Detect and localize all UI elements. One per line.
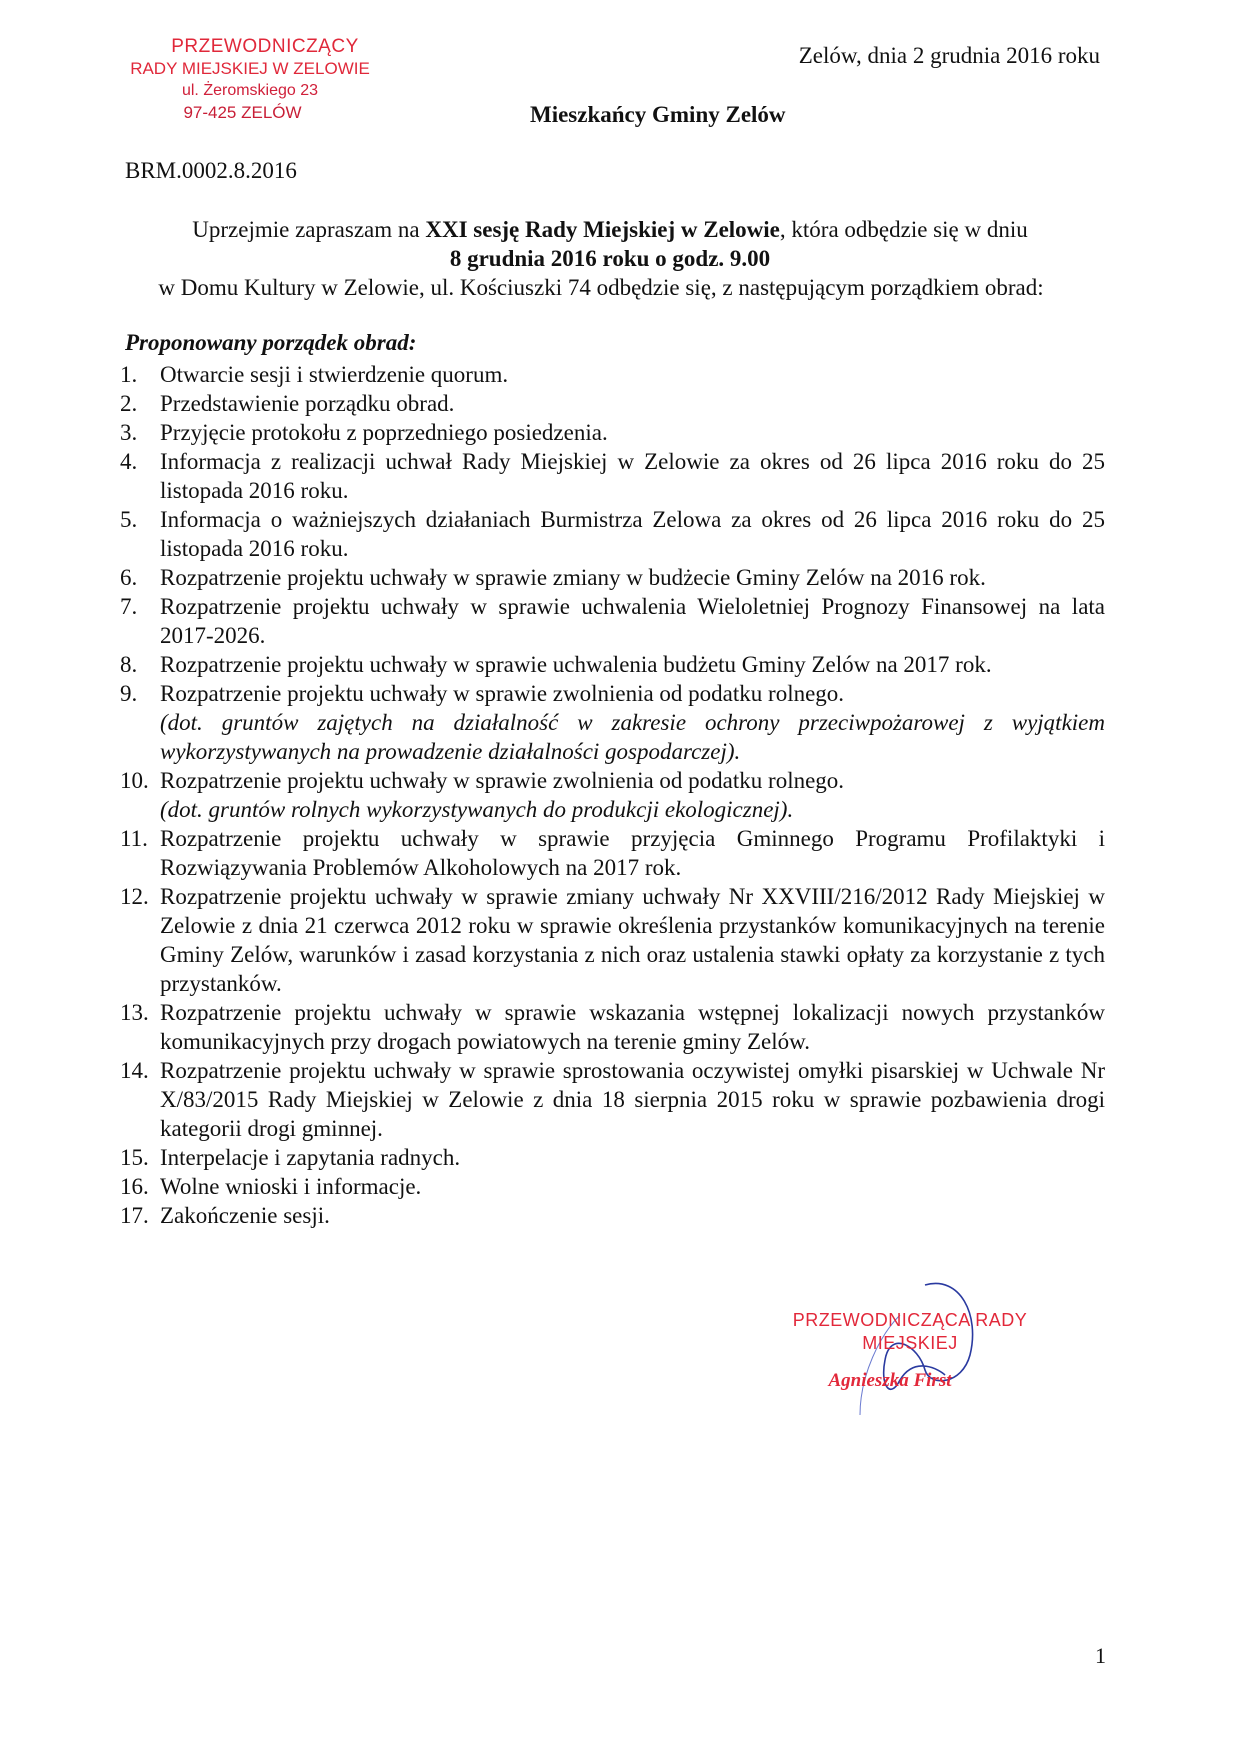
agenda-item <box>120 1143 1105 1172</box>
agenda-item-text: Rozpatrzenie projektu uchwały w sprawie sprostowania oczywistej omyłki pisarskiej w Uchwale Nr X/83/2015 Rady Miejskiej w Zelowie z dnia 18 sierpnia 2015 roku w sprawie pozbawienia drogi kategorii drogi gminnej. <box>160 1058 1105 1141</box>
agenda-item-text-wrap <box>160 1201 1105 1230</box>
agenda-item-number: 9. <box>120 681 138 706</box>
chairwoman-stamp <box>775 1310 1045 1392</box>
agenda-item-text-wrap <box>160 1143 1105 1172</box>
agenda-item-text: Informacja o ważniejszych działaniach Burmistrza Zelowa za okres od 26 lipca 2016 roku do 25 listopada 2016 roku. <box>160 507 1105 561</box>
agenda-item-number: 12. <box>120 884 149 909</box>
agenda-item-number: 8. <box>120 652 138 677</box>
agenda-item <box>120 1056 1105 1143</box>
invitation-text-2: , która odbędzie się w dniu <box>779 217 1028 242</box>
agenda-item-number: 3. <box>120 420 138 445</box>
agenda-title: Proponowany porządek obrad: <box>125 330 417 355</box>
agenda-item <box>120 1172 1105 1201</box>
agenda-item-text: Rozpatrzenie projektu uchwały w sprawie zmiany w budżecie Gminy Zelów na 2016 rok. <box>160 565 986 590</box>
agenda-item-number: 14. <box>120 1058 149 1083</box>
session-datetime <box>110 244 1110 273</box>
agenda-item-note: (dot. gruntów zajętych na działalność w zakresie ochrony przeciwpożarowej z wyjątkiem wykorzystywanych na prowadzenie działalności gospodarczej). <box>160 710 1105 764</box>
agenda-item-number: 6. <box>120 565 138 590</box>
agenda-item <box>120 998 1105 1056</box>
agenda-item-text: Rozpatrzenie projektu uchwały w sprawie uchwalenia budżetu Gminy Zelów na 2017 rok. <box>160 652 992 677</box>
agenda-item-text-wrap <box>160 998 1105 1056</box>
agenda-item-text: Interpelacje i zapytania radnych. <box>160 1145 461 1170</box>
agenda-item-text: Rozpatrzenie projektu uchwały w sprawie przyjęcia Gminnego Programu Profilaktyki i Rozwiązywania Problemów Alkoholowych na 2017 rok. <box>160 826 1105 880</box>
stamp-line-street: ul. Żeromskiego 23 <box>181 82 319 99</box>
agenda-item <box>120 360 1105 389</box>
agenda-item-text-wrap <box>160 389 1105 418</box>
session-location: w Domu Kultury w Zelowie, ul. Kościuszki 74 odbędzie się, z następującym porządkiem obrad: <box>158 275 1044 300</box>
agenda-item-text-wrap <box>160 1172 1105 1201</box>
agenda-list <box>120 360 1105 1230</box>
agenda-item-text-wrap <box>160 824 1105 882</box>
agenda-item-text: Rozpatrzenie projektu uchwały w sprawie uchwalenia Wieloletniej Prognozy Finansowej na lata 2017-2026. <box>160 594 1105 648</box>
agenda-item <box>120 592 1105 650</box>
invitation-text-1: Uprzejmie zapraszam na <box>192 217 426 242</box>
agenda-item-number: 13. <box>120 1000 149 1025</box>
agenda-item <box>120 882 1105 998</box>
agenda-item-text-wrap <box>160 418 1105 447</box>
office-stamp <box>120 36 390 124</box>
invitation-paragraph <box>110 215 1110 302</box>
agenda-item <box>120 447 1105 505</box>
agenda-item <box>120 766 1105 824</box>
session-datetime-text: 8 grudnia 2016 roku o godz. 9.00 <box>449 246 771 271</box>
agenda-item-number: 10. <box>120 768 149 793</box>
agenda-item-text-wrap <box>160 592 1105 650</box>
addressee: Mieszkańcy Gminy Zelów <box>530 102 786 127</box>
session-name: XXI sesję Rady Miejskiej w Zelowie <box>425 217 780 242</box>
agenda-item-number: 16. <box>120 1174 149 1199</box>
agenda-item <box>120 679 1105 766</box>
chairwoman-name: Agnieszka First <box>828 1370 952 1391</box>
agenda-item <box>120 505 1105 563</box>
agenda-item <box>120 650 1105 679</box>
agenda-item-text: Rozpatrzenie projektu uchwały w sprawie zmiany uchwały Nr XXVIII/216/2012 Rady Miejskiej w Zelowie z dnia 21 czerwca 2012 roku w sprawie określenia przystanków komunikacyjnych na terenie Gminy Zelów, warunków i zasad korzystania z nich oraz ustalenia stawki opłaty za korzystanie z tych przystanków. <box>160 884 1105 996</box>
agenda-item-text-wrap <box>160 563 1105 592</box>
agenda-item <box>120 389 1105 418</box>
agenda-item-text: Zakończenie sesji. <box>160 1203 330 1228</box>
agenda-item-text-wrap <box>160 360 1105 389</box>
agenda-item-text: Informacja z realizacji uchwał Rady Miejskiej w Zelowie za okres od 26 lipca 2016 roku do 25 listopada 2016 roku. <box>160 449 1105 503</box>
stamp-line-council: RADY MIEJSKIEJ W ZELOWIE <box>130 59 370 78</box>
agenda-item-text-wrap <box>160 505 1105 563</box>
stamp-line-postcode: 97-425 ZELÓW <box>183 103 302 122</box>
agenda-item-number: 1. <box>120 362 138 387</box>
agenda-item-text: Wolne wnioski i informacje. <box>160 1174 422 1199</box>
agenda-item-text: Rozpatrzenie projektu uchwały w sprawie zwolnienia od podatku rolnego. <box>160 681 845 706</box>
agenda-item <box>120 824 1105 882</box>
agenda-item-number: 15. <box>120 1145 149 1170</box>
agenda-item-text: Otwarcie sesji i stwierdzenie quorum. <box>160 362 509 387</box>
agenda-item <box>120 1201 1105 1230</box>
agenda-item-number: 5. <box>120 507 138 532</box>
agenda-item-text: Rozpatrzenie projektu uchwały w sprawie wskazania wstępnej lokalizacji nowych przystanków komunikacyjnych przy drogach powiatowych na terenie gminy Zelów. <box>160 1000 1105 1054</box>
agenda-item-text-wrap <box>160 1056 1105 1143</box>
agenda-item-text: Przyjęcie protokołu z poprzedniego posiedzenia. <box>160 420 608 445</box>
agenda-item-number: 7. <box>120 594 138 619</box>
page-number: 1 <box>1095 1643 1106 1668</box>
agenda-item-note: (dot. gruntów rolnych wykorzystywanych do produkcji ekologicznej). <box>160 797 794 822</box>
agenda-item-text-wrap <box>160 766 1105 824</box>
agenda-item-text: Przedstawienie porządku obrad. <box>160 391 455 416</box>
agenda-item <box>120 418 1105 447</box>
agenda-item-text-wrap <box>160 447 1105 505</box>
agenda-item-text-wrap <box>160 882 1105 998</box>
agenda-item-text: Rozpatrzenie projektu uchwały w sprawie zwolnienia od podatku rolnego. <box>160 768 845 793</box>
agenda-item-text-wrap <box>160 679 1105 766</box>
reference-number: BRM.0002.8.2016 <box>125 158 297 183</box>
agenda-item-number: 4. <box>120 449 138 474</box>
agenda-item-text-wrap <box>160 650 1105 679</box>
agenda-item-number: 17. <box>120 1203 149 1228</box>
stamp-line-title: PRZEWODNICZĄCY <box>171 36 359 57</box>
chairwoman-stamp-title: PRZEWODNICZĄCA RADY <box>792 1310 1028 1330</box>
date-line: Zelów, dnia 2 grudnia 2016 roku <box>798 43 1100 68</box>
agenda-item <box>120 563 1105 592</box>
invitation-line-1 <box>110 215 1110 244</box>
agenda-item-number: 2. <box>120 391 138 416</box>
agenda-item-number: 11. <box>120 826 148 851</box>
chairwoman-stamp-title-2: MIEJSKIEJ <box>862 1333 958 1353</box>
